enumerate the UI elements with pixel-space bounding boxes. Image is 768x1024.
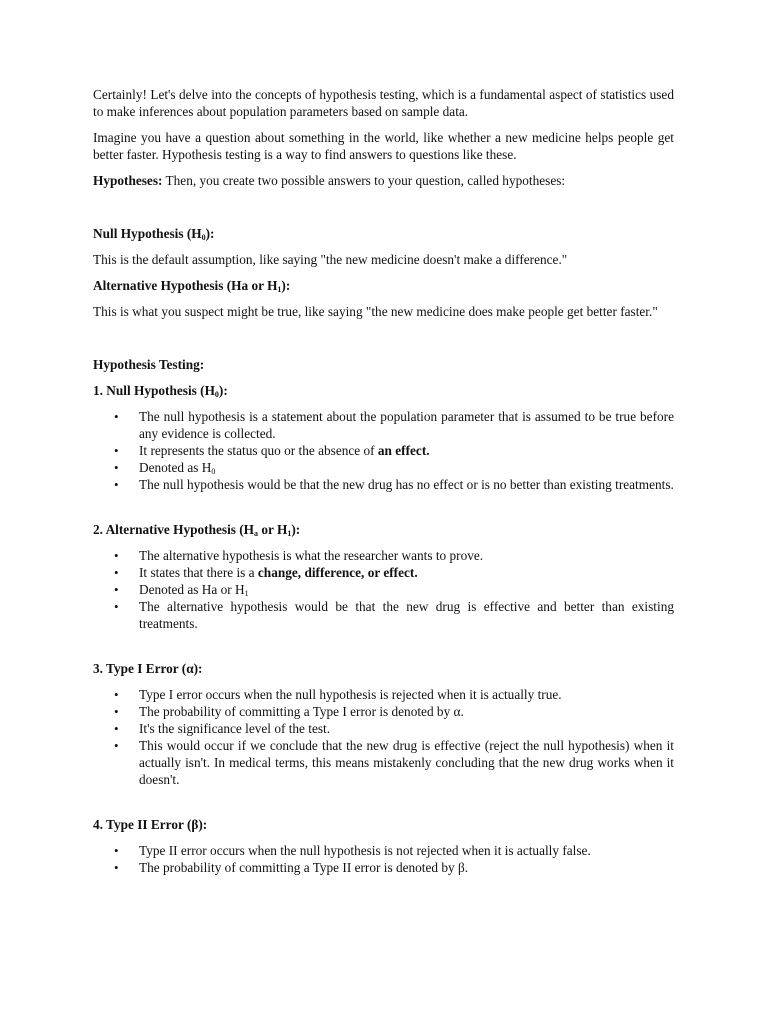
section-4-heading: 4. Type II Error (β): bbox=[93, 817, 208, 832]
section-4-list bbox=[93, 842, 674, 876]
list-item: • It's the significance level of the test. bbox=[93, 720, 674, 737]
hypothesis-testing-heading: Hypothesis Testing: bbox=[93, 357, 205, 372]
section-2-heading bbox=[93, 521, 674, 538]
list-item bbox=[93, 564, 674, 581]
example-paragraph: Imagine you have a question about something in the world, like whether a new medicine helps people get better faster. Hypothesis testing is a way to find answers to questions like these. bbox=[93, 130, 674, 162]
list-item: • The null hypothesis is a statement about the population parameter that is assumed to be true before any evidence is collected. bbox=[93, 408, 674, 442]
section-3-heading: 3. Type I Error (α): bbox=[93, 661, 203, 676]
list-item-emphasis: change, difference, or effect. bbox=[257, 565, 418, 580]
list-item: • The probability of committing a Type I error is denoted by α. bbox=[93, 703, 674, 720]
list-item-text: It represents the status quo or the absence of bbox=[139, 443, 378, 458]
list-item: • Type I error occurs when the null hypothesis is rejected when it is actually true. bbox=[93, 686, 674, 703]
list-item-text: It states that there is a bbox=[139, 565, 258, 580]
alt-heading-suffix: ): bbox=[281, 278, 291, 293]
s2-heading-subscript-1: 1 bbox=[287, 529, 292, 538]
list-item: • The null hypothesis would be that the new drug has no effect or is no better than existing treatments. bbox=[93, 476, 674, 493]
alternative-hypothesis-text: This is what you suspect might be true, like saying "the new medicine does make people get better faster." bbox=[93, 304, 658, 319]
list-item bbox=[93, 442, 674, 459]
null-heading-prefix: Null Hypothesis (H bbox=[93, 226, 202, 241]
section-2-list bbox=[93, 547, 674, 632]
hypotheses-paragraph bbox=[93, 172, 674, 189]
s1-heading-suffix: ): bbox=[218, 383, 228, 398]
s2-heading-subscript-a: a bbox=[254, 529, 259, 538]
list-item: • This would occur if we conclude that the new drug is effective (reject the null hypothesis) when it actually isn't. In medical terms, this means mistakenly concluding that the new drug works when it doesn't. bbox=[93, 737, 674, 788]
intro-paragraph: Certainly! Let's delve into the concepts of hypothesis testing, which is a fundamental aspect of statistics used to make inferences about population parameters based on sample data. bbox=[93, 87, 674, 119]
null-hypothesis-text: This is the default assumption, like saying "the new medicine doesn't make a difference." bbox=[93, 252, 568, 267]
list-item-subscript: 0 bbox=[211, 467, 216, 476]
s1-heading-subscript: 0 bbox=[214, 390, 219, 399]
list-item-emphasis: an effect. bbox=[377, 443, 430, 458]
null-heading-subscript: 0 bbox=[201, 233, 206, 242]
s2-heading-suffix: ): bbox=[291, 522, 301, 537]
list-item-text: Denoted as H bbox=[139, 460, 212, 475]
list-item-text: Denoted as Ha or H bbox=[139, 582, 245, 597]
hypotheses-text: Then, you create two possible answers to your question, called hypotheses: bbox=[162, 173, 566, 188]
list-item bbox=[93, 581, 674, 598]
alt-heading-prefix: Alternative Hypothesis (Ha or H bbox=[93, 278, 278, 293]
list-item: • The alternative hypothesis is what the researcher wants to prove. bbox=[93, 547, 674, 564]
alt-heading-subscript: 1 bbox=[277, 285, 282, 294]
section-3-list bbox=[93, 686, 674, 788]
s1-heading-prefix: 1. Null Hypothesis (H bbox=[93, 383, 215, 398]
s2-heading-mid: or H bbox=[258, 522, 288, 537]
list-item bbox=[93, 459, 674, 476]
null-heading-suffix: ): bbox=[205, 226, 215, 241]
list-item: • The alternative hypothesis would be that the new drug is effective and better than existing treatments. bbox=[93, 598, 674, 632]
section-1-heading bbox=[93, 382, 674, 399]
section-1-list bbox=[93, 408, 674, 493]
alternative-hypothesis-heading bbox=[93, 277, 674, 294]
list-item: • The probability of committing a Type II error is denoted by β. bbox=[93, 859, 674, 876]
list-item-subscript: 1 bbox=[244, 589, 249, 598]
s2-heading-prefix: 2. Alternative Hypothesis (H bbox=[93, 522, 255, 537]
hypotheses-label: Hypotheses: bbox=[93, 173, 163, 188]
list-item: • Type II error occurs when the null hypothesis is not rejected when it is actually false. bbox=[93, 842, 674, 859]
null-hypothesis-heading bbox=[93, 225, 674, 242]
